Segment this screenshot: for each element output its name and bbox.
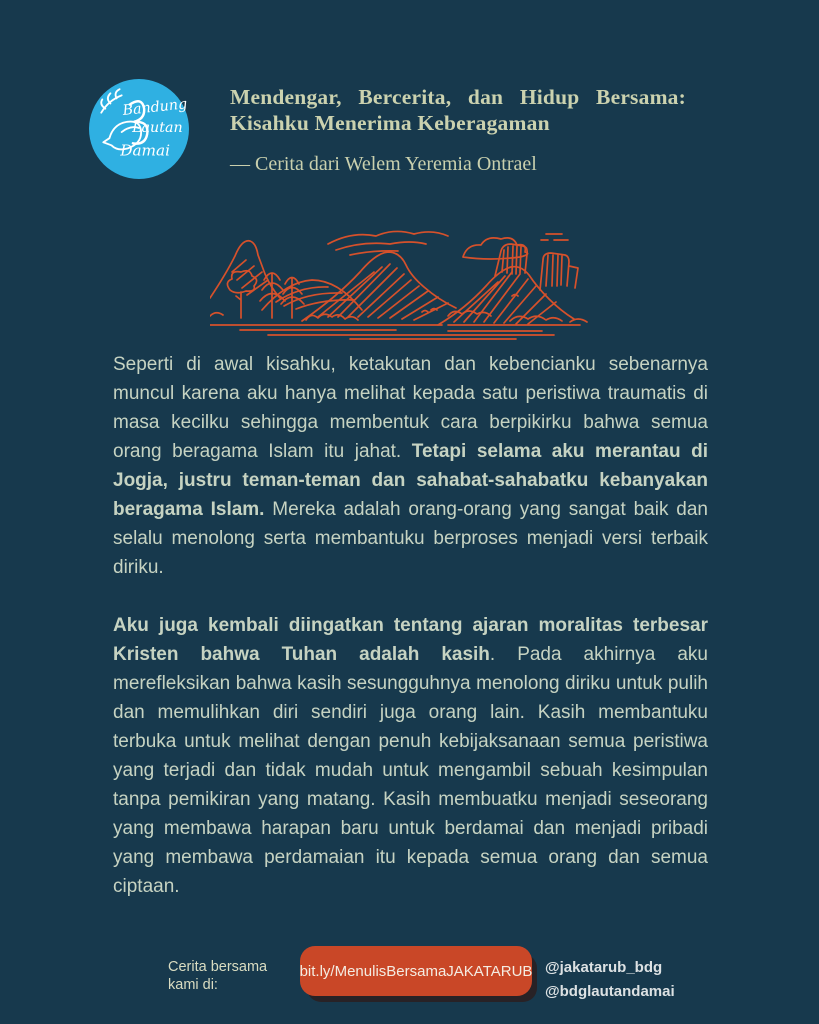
logo-word-bandung: Bandung bbox=[121, 96, 188, 120]
handle-bdglautandamai[interactable]: @bdglautandamai bbox=[545, 983, 675, 1000]
bitly-link-button[interactable]: bit.ly/MenulisBersamaJAKATARUB bbox=[300, 946, 532, 996]
cloud-icon bbox=[328, 231, 448, 244]
logo-circle-icon bbox=[88, 78, 190, 180]
paragraph: Aku juga kembali diingatkan tentang ajaran moralitas terbesar Kristen bahwa Tuhan adalah kasih. Pada akhirnya aku merefleksikan bahwa kasih sesungguhnya menolong diriku untuk pulih dan memulihkan diri sendiri juga orang lain. Kasih membantuku terbuka untuk melihat dengan penuh kebijaksanaan semua peristiwa yang terjadi dan tidak mudah untuk mengambil sebuah kesimpulan tanpa pemikiran yang matang. Kasih membuatku menjadi seseorang yang membawa harapan baru untuk berdamai dan menjadi pribadi yang membawa perdamaian itu kepada semua orang dan semua ciptaan. bbox=[113, 615, 708, 897]
logo-word-lautan: Lautan bbox=[132, 120, 183, 137]
mountain-landscape-sketch bbox=[210, 224, 610, 340]
paragraph: Seperti di awal kisahku, ketakutan dan kebencianku sebenarnya muncul karena aku hanya melihat kepada satu peristiwa traumatis di masa kecilku sehingga membentuk cara berpikirku bahwa semua orang beragama Islam itu jahat. Tetapi selama aku merantau di Jogja, justru teman-teman dan sahabat-sahabatku kebanyakan beragama Islam. Mereka adalah orang-orang yang sangat baik dan selalu menolong serta membantuku berproses menjadi versi terbaik diriku. bbox=[113, 354, 708, 578]
handle-jakatarub[interactable]: @jakatarub_bdg bbox=[545, 959, 663, 976]
footer-label: Cerita bersama kami di: bbox=[168, 959, 268, 993]
logo-word-damai: Damai bbox=[120, 141, 171, 160]
social-handles bbox=[545, 956, 675, 1004]
author-byline: — Cerita dari Welem Yeremia Ontrael bbox=[230, 153, 537, 175]
logo-bandung-lautan-damai bbox=[88, 78, 190, 180]
header-block bbox=[230, 84, 686, 176]
page-title: Mendengar, Bercerita, dan Hidup Bersama: Kisahku Menerima Keberagaman bbox=[230, 85, 686, 135]
tree-icon bbox=[260, 273, 285, 318]
story-text bbox=[113, 350, 708, 930]
tree-icon bbox=[227, 271, 256, 293]
cloud-icon bbox=[463, 238, 528, 259]
